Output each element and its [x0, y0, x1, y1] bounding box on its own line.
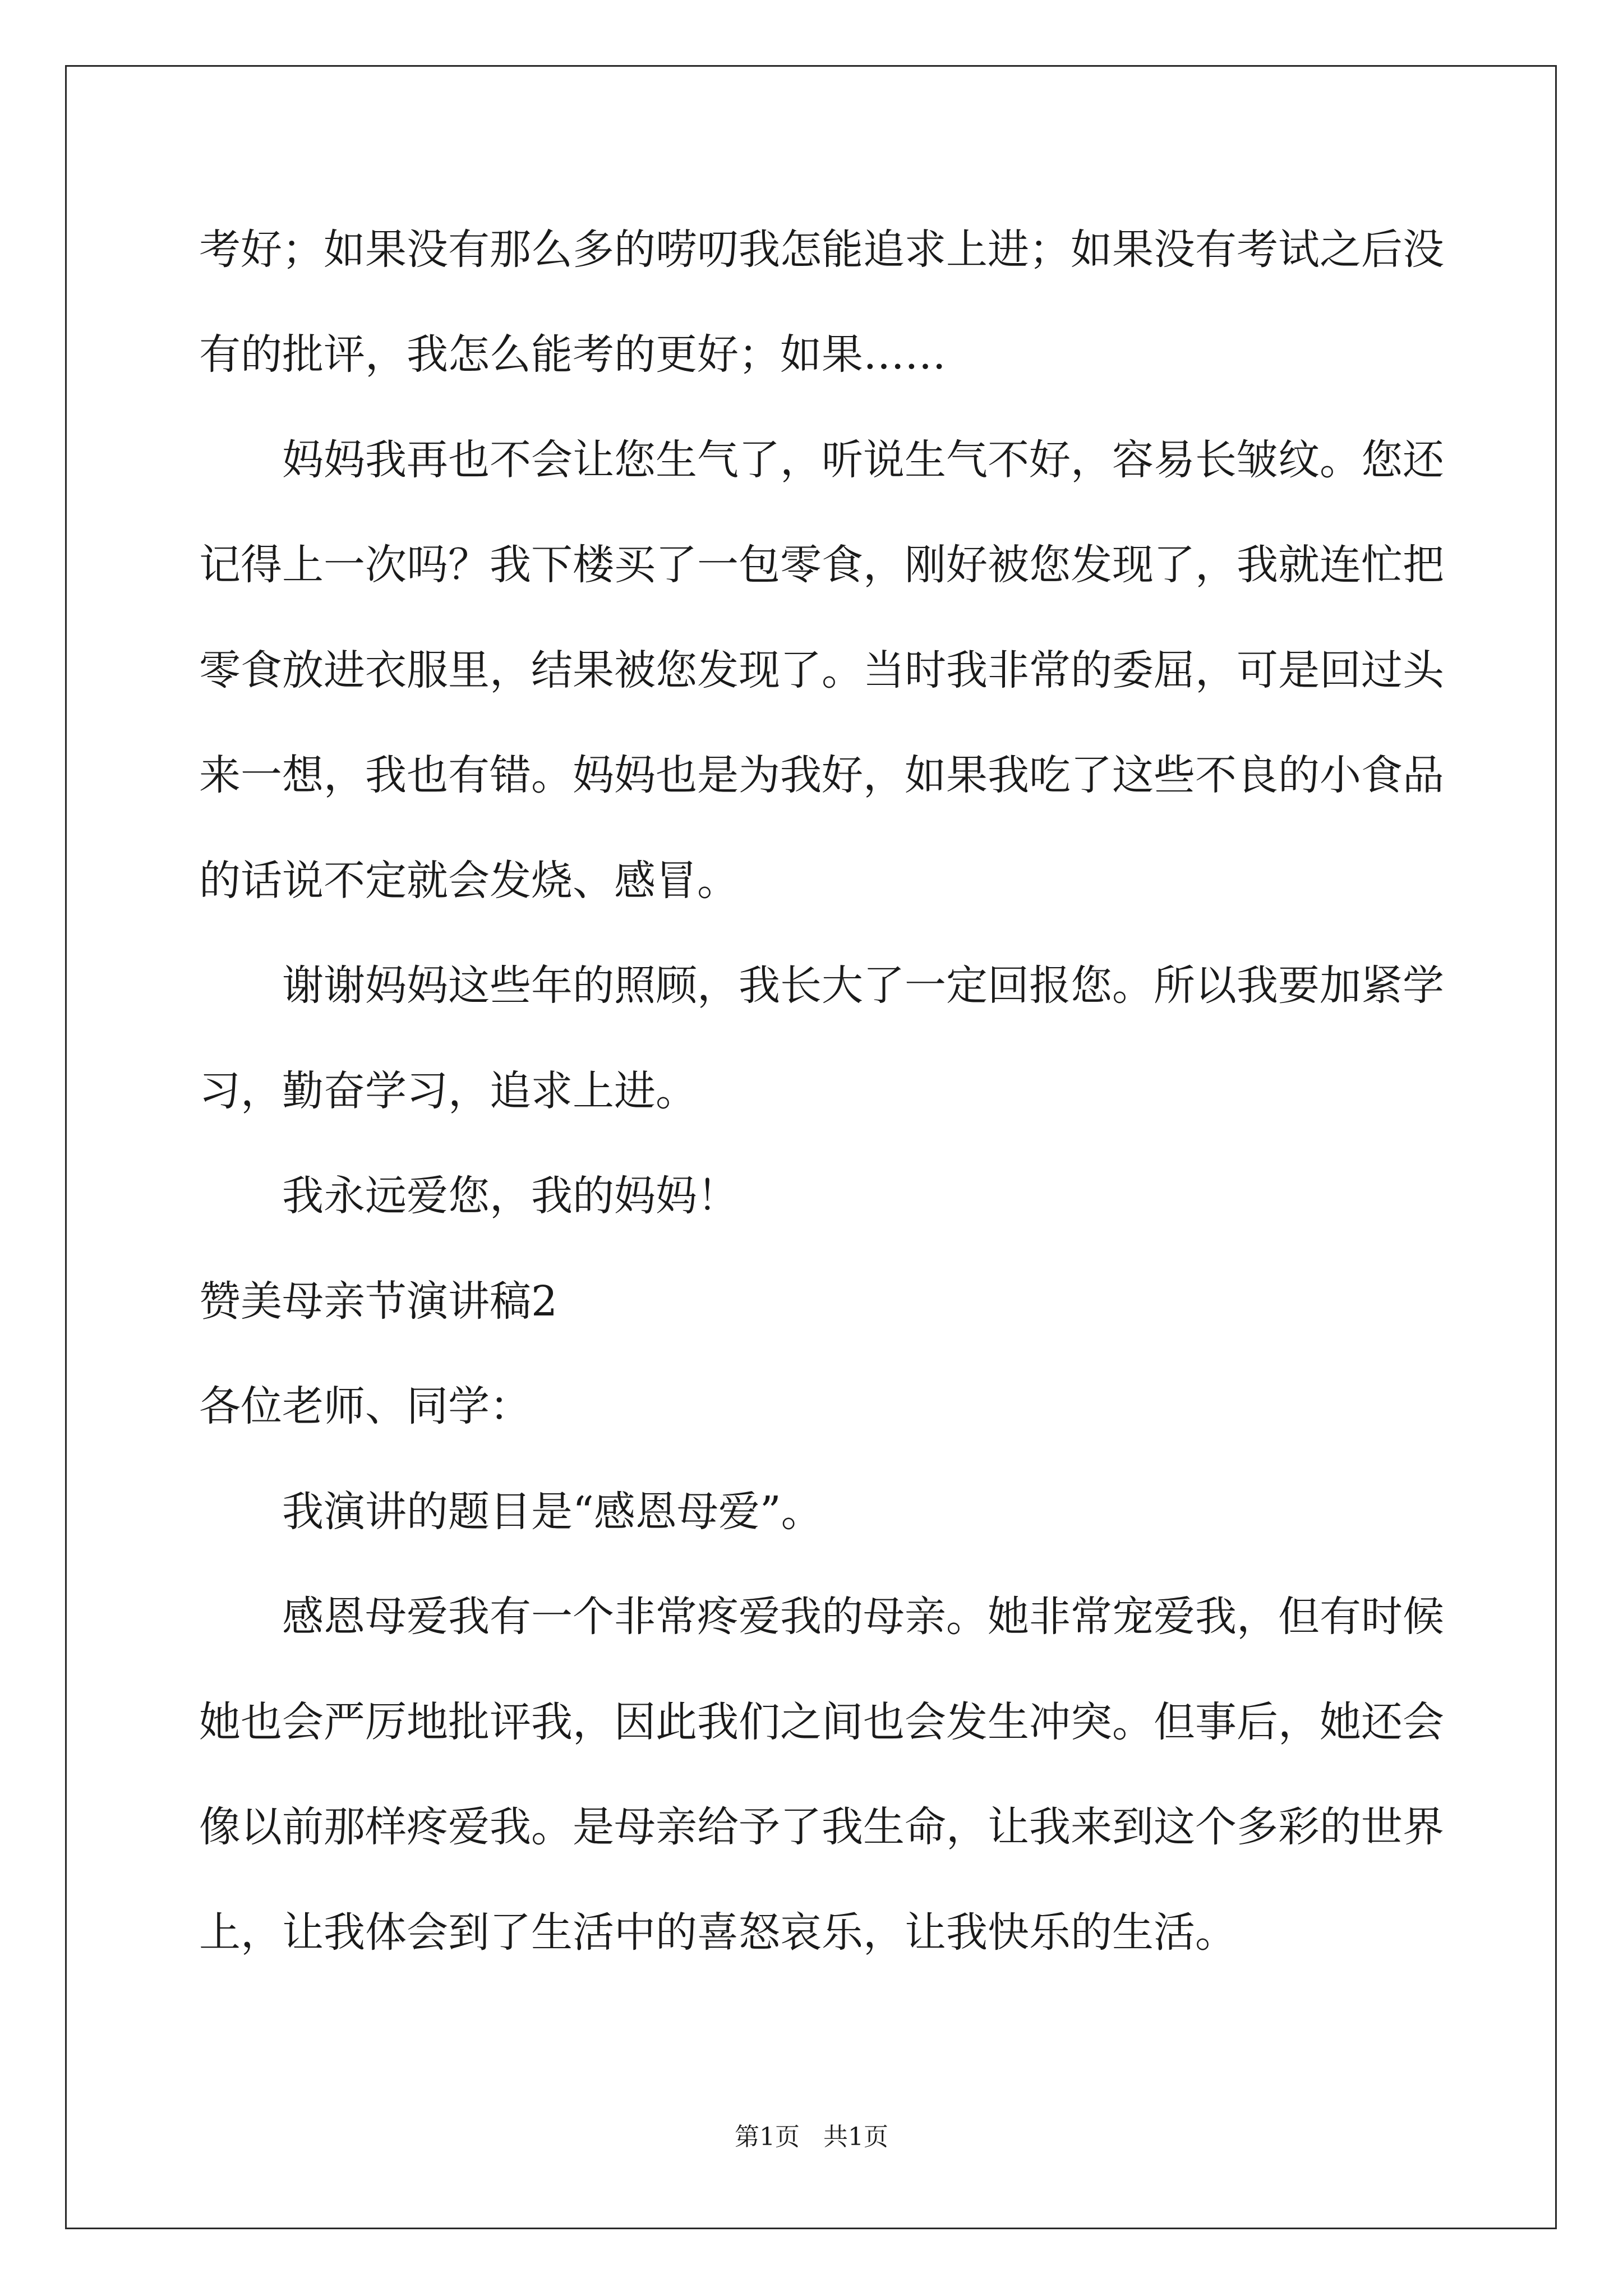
text-line: 上，让我体会到了生活中的喜怒哀乐，让我快乐的生活。: [199, 1908, 1237, 1957]
paragraph-start-line: 感恩母爱我有一个非常疼爱我的母亲。她非常宠爱我，但有时候: [282, 1593, 1444, 1641]
text-line: 像以前那样疼爱我。是母亲给予了我生命，让我来到这个多彩的世界: [199, 1803, 1444, 1851]
paragraph-start-line: 我演讲的题目是“感恩母爱”。: [282, 1488, 823, 1536]
paragraph-start-line: 谢谢妈妈这些年的照顾，我长大了一定回报您。所以我要加紧学: [282, 961, 1444, 1010]
salutation: 各位老师、同学：: [199, 1382, 531, 1430]
page-footer: 第1页 共1页: [735, 2123, 888, 2151]
text-line: 她也会严厉地批评我，因此我们之间也会发生冲突。但事后，她还会: [199, 1698, 1444, 1746]
text-line: 有的批评，我怎么能考的更好；如果……: [199, 330, 946, 379]
text-line: 记得上一次吗？我下楼买了一包零食，刚好被您发现了，我就连忙把: [199, 541, 1444, 589]
paragraph-start-line: 妈妈我再也不会让您生气了，听说生气不好，容易长皱纹。您还: [282, 436, 1444, 484]
text-line: 来一想，我也有错。妈妈也是为我好，如果我吃了这些不良的小食品: [199, 751, 1444, 799]
text-line: 零食放进衣服里，结果被您发现了。当时我非常的委屈，可是回过头: [199, 646, 1444, 694]
text-line: 习，勤奋学习，追求上进。: [199, 1067, 697, 1115]
text-line: 的话说不定就会发烧、感冒。: [199, 857, 739, 905]
section-heading: 赞美母亲节演讲稿2: [199, 1277, 558, 1326]
text-line: 考好；如果没有那么多的唠叨我怎能追求上进；如果没有考试之后没: [199, 226, 1444, 274]
paragraph-start-line: 我永远爱您，我的妈妈！: [282, 1172, 739, 1220]
